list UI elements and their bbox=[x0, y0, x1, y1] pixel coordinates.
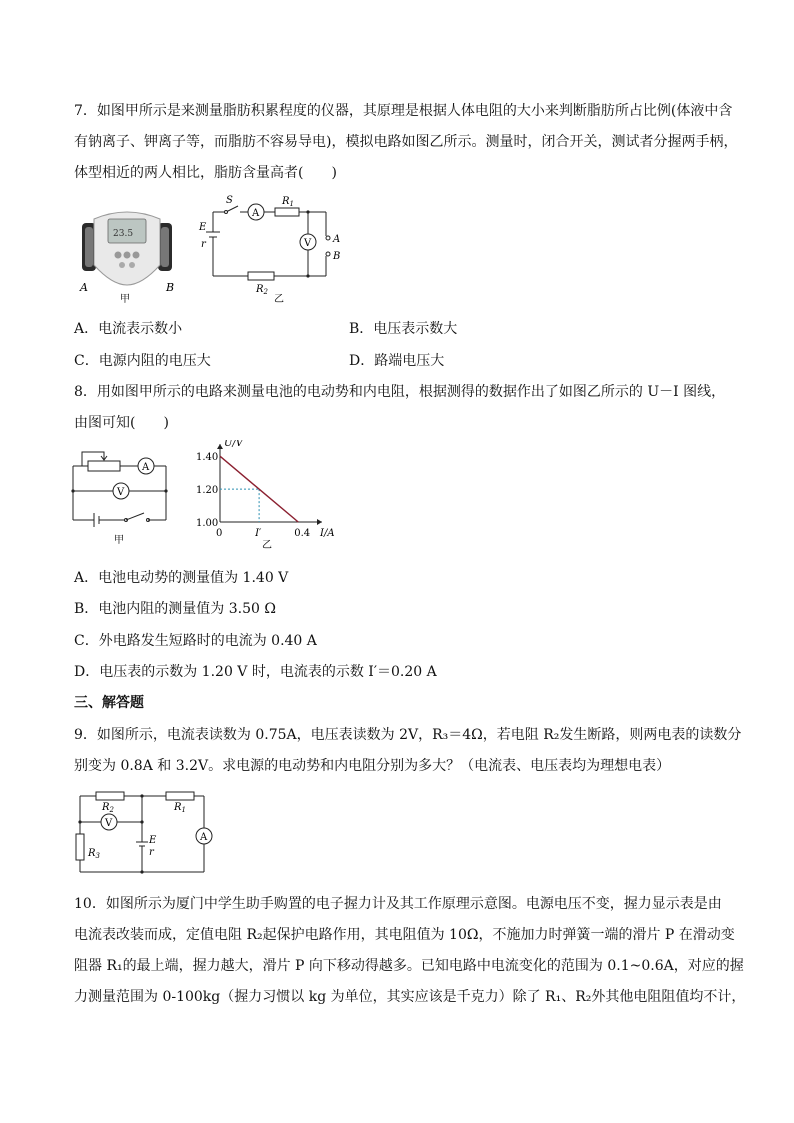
r1-subscript: 1 bbox=[289, 200, 294, 208]
r2-subscript: 2 bbox=[263, 288, 268, 296]
q10-line-1: 10．如图所示为厦门中学生助手购置的电子握力计及其工作原理示意图。电源电压不变，握力显示表是由 bbox=[74, 896, 722, 912]
q8-voltmeter-label: V bbox=[117, 487, 125, 498]
q9-circuit-diagram bbox=[70, 786, 220, 878]
q9-line-1: 9．如图所示，电流表读数为 0.75A，电压表读数为 2V，R₃＝4Ω，若电阻 R₂发生断路，则两电表的读数分 bbox=[74, 727, 742, 743]
handle-label-b: B bbox=[166, 281, 175, 294]
q8-ammeter-label: A bbox=[142, 462, 150, 473]
q8-option-d: D．电压表的示数为 1.20 V 时，电流表的示数 I′＝0.20 A bbox=[74, 664, 437, 680]
q8-line-1: 8．用如图甲所示的电路来测量电池的电动势和内电阻，根据测得的数据作出了如图乙所示的 U－I 图线， bbox=[74, 384, 726, 400]
q10-line-4: 力测量范围为 0-100kg（握力习惯以 kg 为单位，其实应该是千克力）除了 R₁、R₂外其他电阻阻值均不计， bbox=[74, 989, 746, 1005]
terminal-a-label: A bbox=[333, 234, 341, 245]
q7-line-2: 有钠离子、钾离子等，而脂肪不容易导电)，模拟电路如图乙所示。测量时，闭合开关，测试者分握两手柄， bbox=[74, 134, 738, 150]
q9-ammeter-label: A bbox=[200, 832, 208, 843]
q7-circuit-diagram bbox=[198, 192, 358, 304]
q8-line-2: 由图可知( ) bbox=[74, 415, 169, 431]
q9-r3-label: R bbox=[88, 848, 96, 859]
y-tick-label: 1.40 bbox=[196, 452, 219, 464]
q7-option-a: A．电流表示数小 bbox=[74, 321, 183, 337]
q8-option-a: A．电池电动势的测量值为 1.40 V bbox=[74, 570, 289, 586]
q8-figure-caption-jia: 甲 bbox=[114, 535, 124, 546]
q9-r1-subscript: 1 bbox=[181, 806, 186, 814]
q9-r2-subscript: 2 bbox=[109, 806, 114, 814]
q8-circuit-diagram bbox=[68, 446, 178, 546]
handle-label-a: A bbox=[80, 281, 88, 294]
y-axis-label: U/V bbox=[224, 440, 244, 449]
y-tick-label: 1.20 bbox=[196, 485, 219, 497]
u-i-graph bbox=[190, 440, 350, 552]
r2-label: R bbox=[256, 284, 264, 295]
switch-label: S bbox=[226, 195, 233, 206]
x-tick-label: 0 bbox=[216, 528, 223, 539]
meter-screen-reading: 23.5 bbox=[113, 229, 134, 239]
x-tick-label: 0.4 bbox=[294, 528, 311, 539]
q7-option-c: C．电源内阻的电压大 bbox=[74, 353, 211, 369]
q7-option-d: D．路端电压大 bbox=[349, 353, 445, 369]
y-tick-label: 1.00 bbox=[196, 518, 219, 529]
x-axis-arrow bbox=[317, 519, 322, 525]
q7-line-1: 7．如图甲所示是来测量脂肪积累程度的仪器，其原理是根据人体电阻的大小来判断脂肪所占比例(体液中含 bbox=[74, 103, 733, 119]
figure-caption-jia: 甲 bbox=[120, 294, 130, 305]
q9-line-2: 别变为 0.8A 和 3.2V。求电源的电动势和内电阻分别为多大？（电流表、电压表均为理想电表） bbox=[74, 758, 671, 774]
q10-line-3: 阻器 R₁的最上端，握力越大，滑片 P 向下移动得越多。已知电路中电流变化的范围为 0.1~0.6A，对应的握 bbox=[74, 958, 744, 974]
q9-emf-label: E bbox=[149, 835, 157, 846]
internal-resistance-label: r bbox=[201, 239, 206, 250]
section-heading: 三、解答题 bbox=[74, 695, 144, 711]
q10-line-2: 电流表改装而成，定值电阻 R₂起保护电路作用，其电阻值为 10Ω，不施加力时弹簧一端的滑片 P 在滑动变 bbox=[74, 927, 735, 943]
svg-text:R1 bbox=[281, 196, 294, 208]
chart-caption-yi: 乙 bbox=[262, 540, 272, 551]
q8-option-b: B．电池内阻的测量值为 3.50 Ω bbox=[74, 601, 276, 617]
ammeter-label: A bbox=[252, 208, 260, 219]
svg-text:R1 bbox=[173, 802, 186, 814]
q8-option-c: C．外电路发生短路时的电流为 0.40 A bbox=[74, 633, 317, 649]
q9-r2-label: R bbox=[102, 802, 110, 813]
q9-r3-subscript: 3 bbox=[95, 852, 100, 860]
emf-label: E bbox=[199, 222, 207, 233]
q9-internal-label: r bbox=[149, 847, 154, 858]
figure-caption-yi: 乙 bbox=[274, 294, 284, 304]
q9-voltmeter-label: V bbox=[105, 818, 113, 829]
fat-meter-illustration bbox=[72, 205, 182, 305]
y-axis-arrow bbox=[217, 444, 223, 449]
q9-r1-label: R bbox=[174, 802, 182, 813]
terminal-b-label: B bbox=[333, 251, 341, 262]
q7-option-b: B．电压表示数大 bbox=[349, 321, 458, 337]
svg-text:R2 bbox=[255, 284, 269, 296]
r1-label: R bbox=[282, 196, 290, 207]
svg-text:R2 bbox=[101, 802, 115, 814]
q7-line-3: 体型相近的两人相比，脂肪含量高者( ) bbox=[74, 165, 337, 181]
x-tick-label: I′ bbox=[255, 528, 262, 539]
svg-text:R3 bbox=[87, 848, 101, 860]
x-axis-label: I/A bbox=[320, 528, 335, 539]
voltmeter-label: V bbox=[304, 238, 312, 249]
u-i-line bbox=[220, 456, 298, 522]
